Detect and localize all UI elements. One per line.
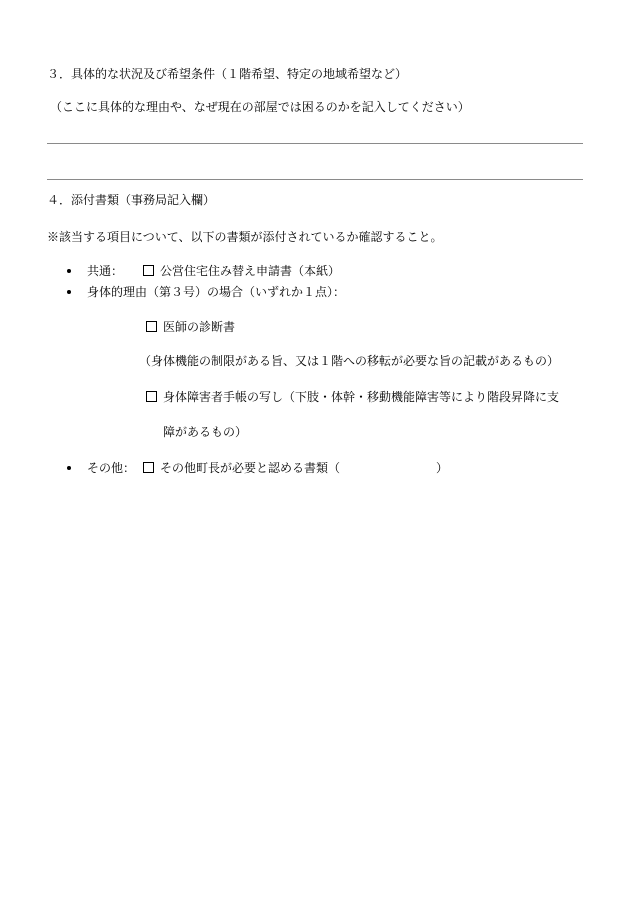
answer-line-1[interactable] <box>47 143 583 144</box>
checkbox-other-doc[interactable] <box>143 462 154 473</box>
answer-line-2[interactable] <box>47 179 583 180</box>
medical-doc-note: （身体機能の制限がある旨、又は１階への移転が必要な旨の記載があるもの） <box>139 354 560 368</box>
checkbox-common-doc[interactable] <box>143 265 154 276</box>
other-label: その他： <box>87 461 136 475</box>
section3-note: （ここに具体的な理由や、なぜ現在の部屋では困るのかを記入してください） <box>50 100 470 114</box>
other-doc-label: その他町長が必要と認める書類（ <box>160 461 341 475</box>
section4-heading: ４．添付書類（事務局記入欄） <box>47 193 216 207</box>
disability-doc-item <box>146 389 559 405</box>
medical-doc-item <box>146 319 235 335</box>
checkbox-medical-doc[interactable] <box>146 321 157 332</box>
section3-heading: ３．具体的な状況及び希望条件（１階希望、特定の地域希望など） <box>47 67 408 81</box>
common-label: 共通： <box>87 264 124 278</box>
bullet-other <box>67 466 71 470</box>
other-doc-item <box>143 460 448 476</box>
medical-doc-label: 医師の診断書 <box>163 320 236 334</box>
common-doc-item <box>143 263 340 279</box>
bullet-common <box>67 269 71 273</box>
checkbox-disability-doc[interactable] <box>146 391 157 402</box>
physical-label: 身体的理由（第３号）の場合（いずれか１点）： <box>87 285 346 299</box>
section4-instruction: ※該当する項目について、以下の書類が添付されているか確認すること。 <box>47 230 443 244</box>
bullet-physical <box>67 290 71 294</box>
disability-doc-continuation: 障があるもの） <box>163 425 248 439</box>
common-doc-label: 公営住宅住み替え申請書（本紙） <box>160 264 341 278</box>
disability-doc-label: 身体障害者手帳の写し（下肢・体幹・移動機能障害等により階段昇降に支 <box>163 390 560 404</box>
other-doc-close-paren: ） <box>436 461 449 475</box>
